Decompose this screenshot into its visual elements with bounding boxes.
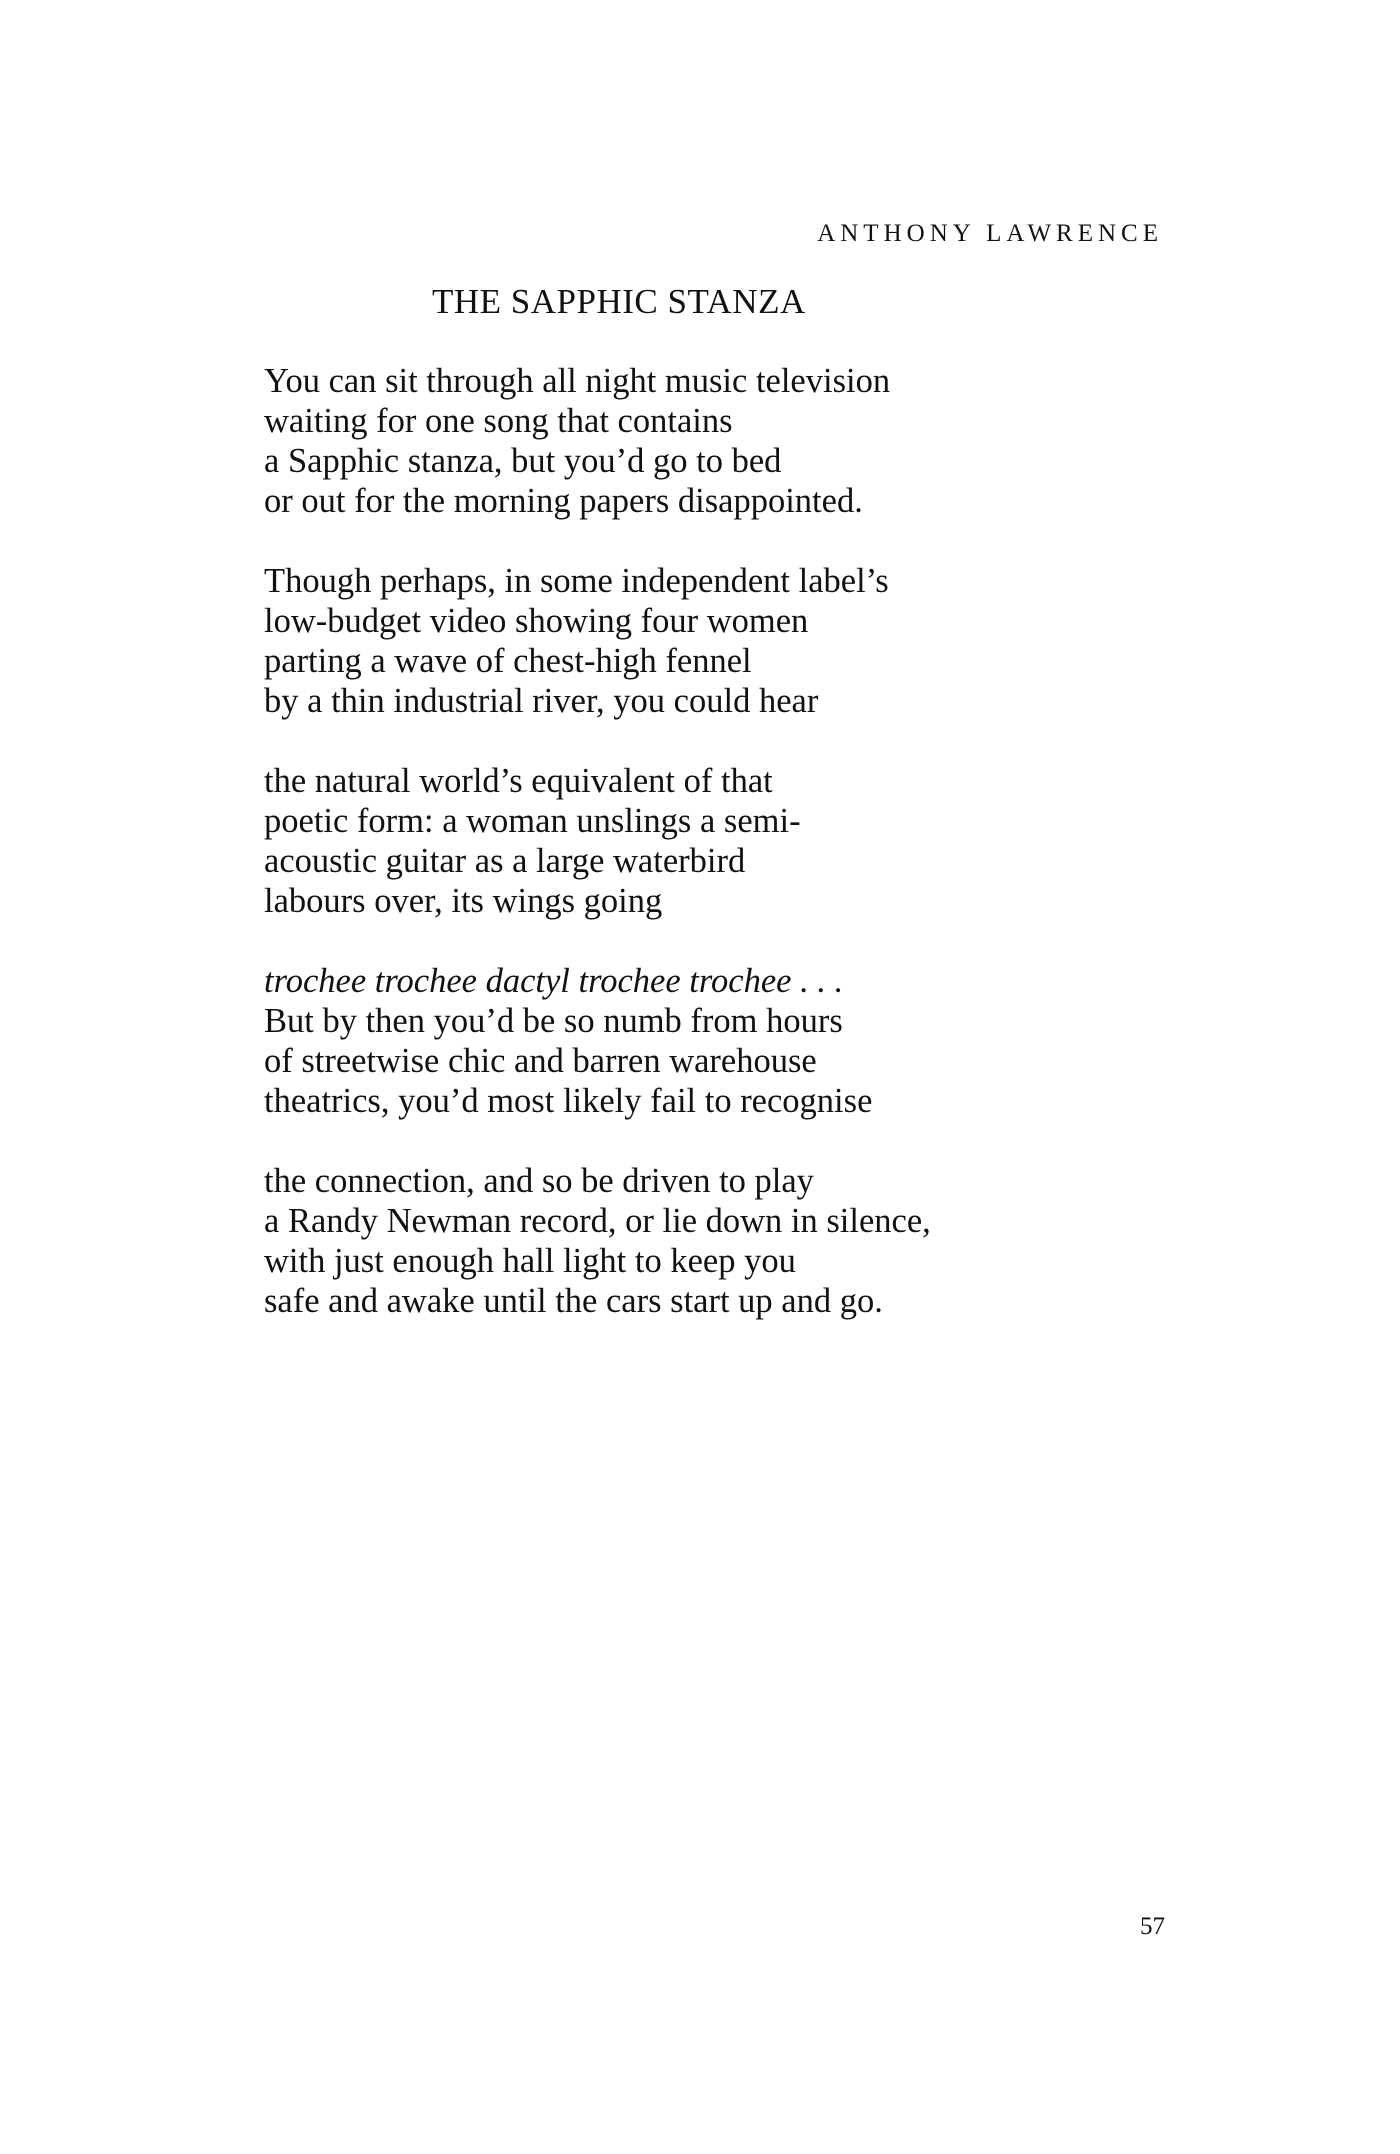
poem-line: a Sapphic stanza, but you’d go to bed xyxy=(264,442,782,480)
poem-line: You can sit through all night music television xyxy=(264,362,891,400)
poem-line: with just enough hall light to keep you xyxy=(264,1242,796,1280)
poem-line: by a thin industrial river, you could hear xyxy=(264,682,819,720)
running-header-author: ANTHONY LAWRENCE xyxy=(817,220,1163,247)
poem-line: theatrics, you’d most likely fail to recognise xyxy=(264,1082,873,1120)
page-number: 57 xyxy=(1140,1913,1165,1940)
poem-line: low-budget video showing four women xyxy=(264,602,809,640)
stanza-4 xyxy=(264,961,1164,1121)
poem-line: safe and awake until the cars start up and go. xyxy=(264,1282,883,1320)
stanza-3 xyxy=(264,761,1164,921)
poem-line: Though perhaps, in some independent label’s xyxy=(264,562,889,600)
stanza-1 xyxy=(264,361,1164,521)
poem-line: But by then you’d be so numb from hours xyxy=(264,1002,843,1040)
poem-line: labours over, its wings going xyxy=(264,882,663,920)
poem-title: THE SAPPHIC STANZA xyxy=(432,282,806,321)
stanza-5 xyxy=(264,1161,1164,1321)
poem-line: poetic form: a woman unslings a semi- xyxy=(264,802,801,840)
poem-line: the natural world’s equivalent of that xyxy=(264,762,773,800)
poem-line: acoustic guitar as a large waterbird xyxy=(264,842,746,880)
poem-line: a Randy Newman record, or lie down in silence, xyxy=(264,1202,931,1240)
poem-line: of streetwise chic and barren warehouse xyxy=(264,1042,817,1080)
stanza-2 xyxy=(264,561,1164,721)
poem-line-metrical-scansion: trochee trochee dactyl trochee trochee . . . xyxy=(264,962,844,1000)
poem-line: waiting for one song that contains xyxy=(264,402,733,440)
poem-body xyxy=(264,361,1164,1361)
poem-line: parting a wave of chest-high fennel xyxy=(264,642,752,680)
poem-line: or out for the morning papers disappointed. xyxy=(264,482,863,520)
poem-line: the connection, and so be driven to play xyxy=(264,1162,814,1200)
